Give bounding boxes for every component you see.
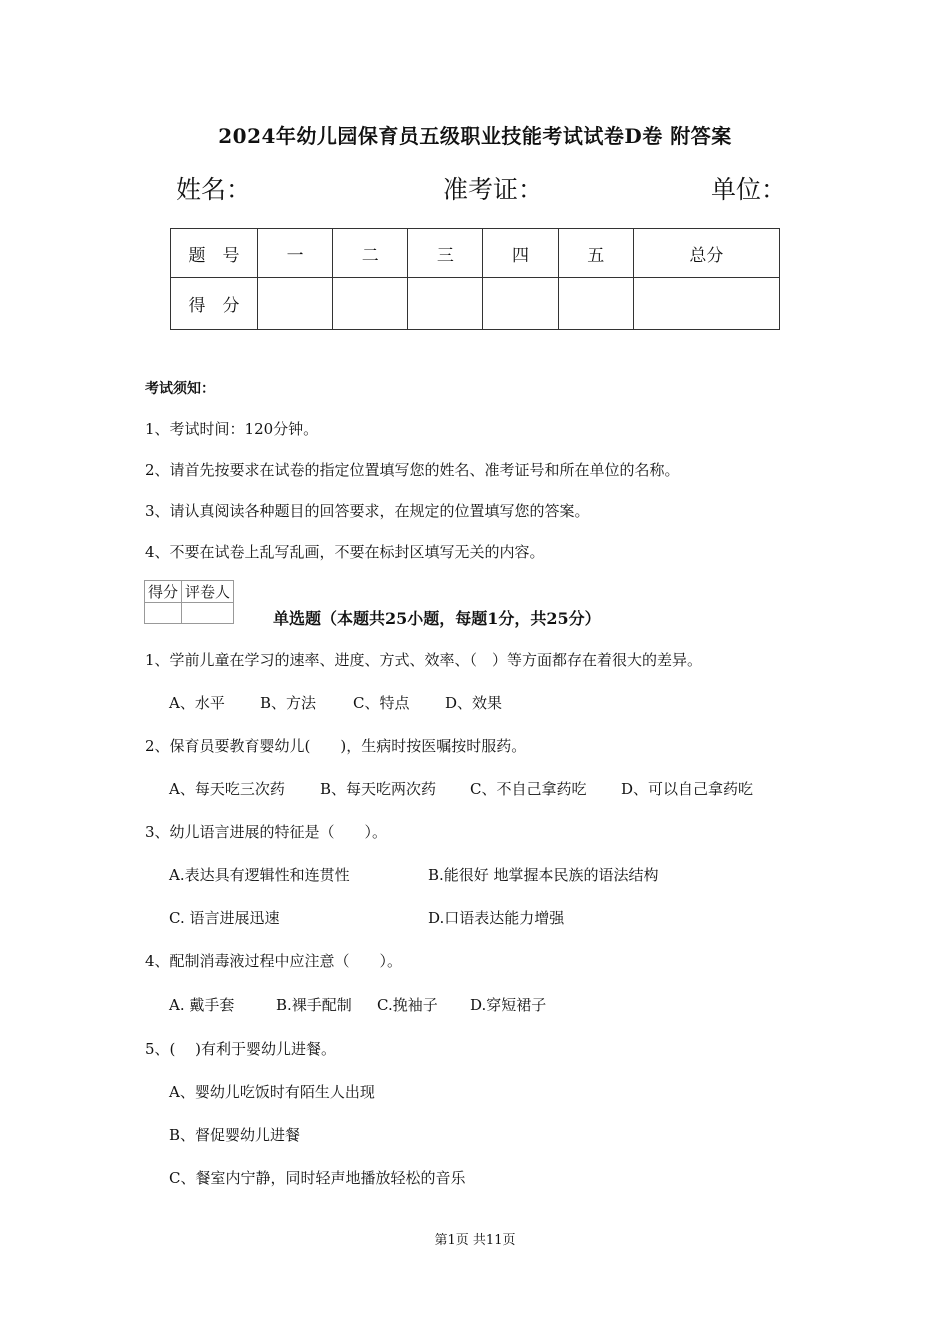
option: C、特点 xyxy=(353,694,410,712)
option: A、水平 xyxy=(169,694,225,712)
row-label-score: 得 分 xyxy=(171,278,258,330)
option: B、督促婴幼儿进餐 xyxy=(169,1126,301,1144)
option: B、每天吃两次药 xyxy=(320,780,437,798)
option: C. 语言进展迅速 xyxy=(169,909,280,927)
option: B、方法 xyxy=(260,694,317,712)
name-field-label: 姓名： xyxy=(176,175,252,204)
column-header: 四 xyxy=(483,229,558,278)
option: D、效果 xyxy=(445,694,503,712)
score-cell[interactable] xyxy=(333,278,408,330)
option: B.能很好 地掌握本民族的语法结构 xyxy=(428,866,659,884)
notice-heading: 考试须知： xyxy=(145,381,215,397)
score-table-score-row xyxy=(171,278,780,330)
grader-reviewer-cell[interactable] xyxy=(182,603,234,624)
option: C、餐室内宁静，同时轻声地播放轻松的音乐 xyxy=(169,1169,466,1187)
score-cell[interactable] xyxy=(558,278,633,330)
option: A.表达具有逻辑性和连贯性 xyxy=(169,866,350,884)
column-header: 五 xyxy=(558,229,633,278)
question-stem: 1、学前儿童在学习的速率、进度、方式、效率、（ ）等方面都存在着很大的差异。 xyxy=(145,651,703,669)
option: A. 戴手套 xyxy=(169,996,235,1014)
row-label-question-number: 题 号 xyxy=(171,229,258,278)
grader-box xyxy=(144,580,234,624)
grader-score-cell[interactable] xyxy=(145,603,182,624)
notice-item: 4、不要在试卷上乱写乱画，不要在标封区填写无关的内容。 xyxy=(145,543,545,561)
score-cell[interactable] xyxy=(633,278,779,330)
score-cell[interactable] xyxy=(258,278,333,330)
score-cell[interactable] xyxy=(483,278,558,330)
page-footer: 第1页 共11页 xyxy=(434,1233,516,1248)
grader-score-label: 得分 xyxy=(145,581,182,603)
option: D.穿短裙子 xyxy=(470,996,547,1014)
column-header: 总分 xyxy=(633,229,779,278)
grader-reviewer-label: 评卷人 xyxy=(182,581,234,603)
question-stem: 5、( )有利于婴幼儿进餐。 xyxy=(145,1040,337,1058)
column-header: 二 xyxy=(333,229,408,278)
option: C、不自己拿药吃 xyxy=(470,780,587,798)
option: D.口语表达能力增强 xyxy=(428,909,565,927)
notice-item: 1、考试时间：120分钟。 xyxy=(145,420,319,438)
notice-item: 2、请首先按要求在试卷的指定位置填写您的姓名、准考证号和所在单位的名称。 xyxy=(145,461,680,479)
option: B.裸手配制 xyxy=(276,996,352,1014)
score-cell[interactable] xyxy=(408,278,483,330)
option: D、可以自己拿药吃 xyxy=(621,780,754,798)
score-table-header-row xyxy=(171,229,780,278)
option: A、每天吃三次药 xyxy=(169,780,285,798)
unit-field-label: 单位： xyxy=(711,175,787,204)
question-stem: 4、配制消毒液过程中应注意（ ）。 xyxy=(145,952,403,970)
option: C.挽袖子 xyxy=(377,996,438,1014)
exam-title: 2024年幼儿园保育员五级职业技能考试试卷D卷 附答案 xyxy=(218,124,732,148)
exam-id-field-label: 准考证： xyxy=(443,175,544,204)
column-header: 三 xyxy=(408,229,483,278)
score-table xyxy=(170,228,780,330)
section-title: 单选题（本题共25小题，每题1分，共25分） xyxy=(273,609,601,628)
question-stem: 2、保育员要教育婴幼儿( )，生病时按医嘱按时服药。 xyxy=(145,737,527,755)
column-header: 一 xyxy=(258,229,333,278)
option: A、婴幼儿吃饭时有陌生人出现 xyxy=(169,1083,375,1101)
notice-item: 3、请认真阅读各种题目的回答要求，在规定的位置填写您的答案。 xyxy=(145,502,590,520)
question-stem: 3、幼儿语言进展的特征是（ ）。 xyxy=(145,823,388,841)
